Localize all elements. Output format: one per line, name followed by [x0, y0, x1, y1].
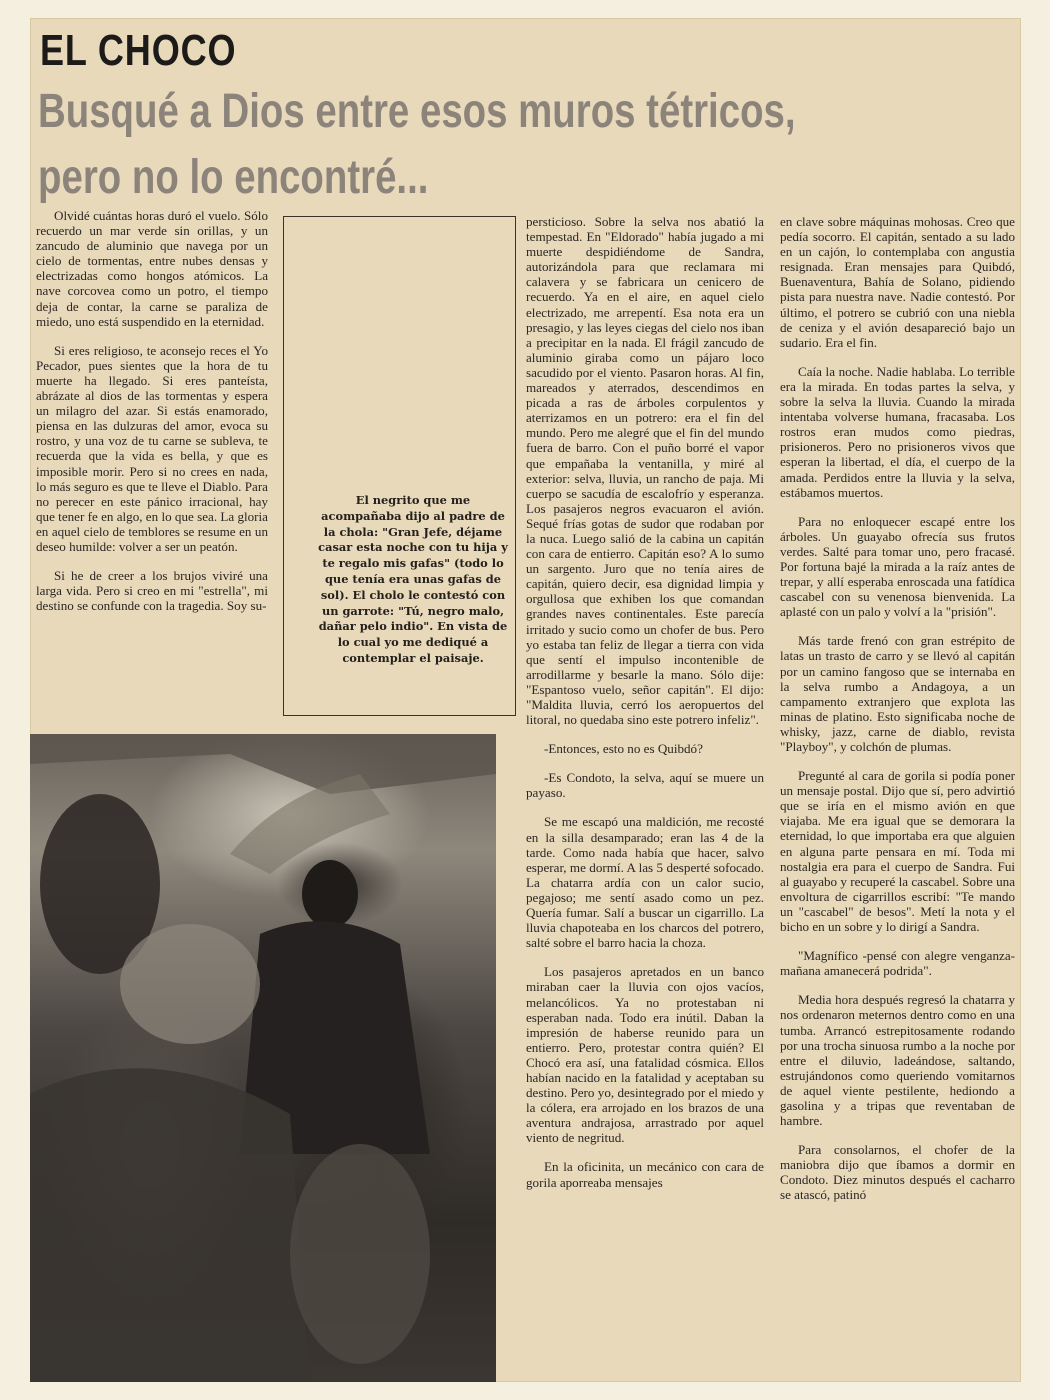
headline-line-2: pero no lo encontré... [38, 151, 429, 204]
column-1 [36, 208, 268, 627]
paragraph: En la oficinita, un mecánico con cara de gorila aporreaba mensajes [526, 1159, 764, 1190]
paragraph: Si he de creer a los brujos viviré una larga vida. Pero si creo en mi "estrella", mi destino se confunde con la tragedia. Soy su- [36, 568, 268, 614]
paragraph: Pregunté al cara de gorila si podía poner un mensaje postal. Dijo que sí, pero advirtió que se iría en el mismo avión en que viajaba. Me era igual que se demorara la eternidad, lo que importaba era que alguien en alguna parte pensara en mí. Toda mi nostalgia era para el cuerpo de Sandra. Fui al guayabo y recuperé la cascabel. Sobre una envoltura de cigarrillos escribí: "Te mando un "cascabel" de besos". Metí la nota y el bicho en un sobre y lo dirigí a Sandra. [780, 768, 1015, 935]
paragraph: Para consolarnos, el chofer de la maniobra dijo que íbamos a dormir en Condoto. Diez minutos después el cacharro se atascó, patinó [780, 1142, 1015, 1203]
column-3 [526, 214, 764, 1204]
paragraph: Se me escapó una maldición, me recosté en la silla desamparado; eran las 4 de la tarde. Como nada había que hacer, salvo esperar, me dormí. A las 5 desperté sofocado. La chatarra ardía con un calor sucio, pegajoso; me sentí asado como un pez. Quería fumar. Salí a buscar un cigarrillo. La lluvia chapoteaba en los charcos del potrero, salté sobre el barro hacia la choza. [526, 814, 764, 951]
callout-text: El negrito que me acompañaba dijo al padre de la chola: "Gran Jefe, déjame casar esta noche con tu hija y te regalo mis gafas" (todo lo que tenía era unas gafas de sol). El cholo le contestó con un garrote: "Tú, negro malo, dañar pelo indio". En vista de lo cual yo me dediqué a contemplar el paisaje. [318, 493, 508, 665]
paragraph: Para no enloquecer escapé entre los árboles. Un guayabo ofrecía sus frutos verdes. Salté para tomar uno, pero fracasé. Por fortuna bajé la mirada a la raíz antes de trepar, y allí esperaba enroscada una fatídica cascabel con su venenosa bienvenida. La aplasté con un palo y volví a la "prisión". [780, 513, 1015, 620]
headline-line-1: Busqué a Dios entre esos muros tétricos, [38, 85, 796, 138]
paragraph: Caía la noche. Nadie hablaba. Lo terrible era la mirada. En todas partes la selva, y sobre la selva la lluvia. Cuando la mirada intentaba volverse humana, fracasaba. Los rostros eran mudos como piedras, prisioneros. Pero no prisioneros vivos que esperan la libertad, el día, el cuerpo de la amada. Perdidos entre la lluvia y la selva, estábamos muertos. [780, 363, 1015, 500]
paragraph: "Magnífico -pensé con alegre venganza- mañana amanecerá podrida". [780, 948, 1015, 979]
paragraph: Olvidé cuántas horas duró el vuelo. Sólo recuerdo un mar verde sin orillas, y un zancudo de aluminio que navega por un cielo de tormentas, entre nubes densas y electrizadas como hongos atómicos. La nave corcovea como un potro, el tiempo deja de contar, la carne se paraliza de miedo, uno está suspendido en la eternidad. [36, 208, 268, 329]
photo-silhouettes [30, 734, 496, 1382]
paragraph: Media hora después regresó la chatarra y nos ordenaron meternos dentro como en una tumba. Arrancó estrepitosamente rodando por una trocha sinuosa rumbo a la noche por entre el diluvio, ladeándose, saltando, estrujándonos como queriendo vomitarnos de aquel viente pestilente, hediondo a gasolina y a tripas que reventaban de hambre. [780, 992, 1015, 1129]
paragraph: Si eres religioso, te aconsejo reces el Yo Pecador, pues sientes que la hora de tu muerte ha llegado. Si eres panteísta, abrázate al dios de las tormentas y espera un milagro del azar. Si estás enamorado, piensa en las dulzuras del amor, evoca su rostro, y una voz de tu carne se subleva, te recuerda que la vida es bella, y que es imposible morir. Pero si no crees en nada, lo más seguro es que te lleve el Diablo. Para no perecer en este pánico irracional, hay que tener fe en algo, en lo que sea. La gloria en aquel cielo de temblores se resume en un deseo humilde: volver a ser un peatón. [36, 342, 268, 554]
paragraph: en clave sobre máquinas mohosas. Creo que pedía socorro. El capitán, sentado a su lado en un cajón, lo contemplaba con angustia resignada. Eran mensajes para Quibdó, Buenaventura, Bahía de Solano, pidiendo pista para nuestra nave. Nadie contestó. Por último, el potrero se cubrió con una niebla de ceniza y el avión desapareció bajo un sudario. Era el fin. [780, 214, 1015, 350]
paragraph: Más tarde frenó con gran estrépito de latas un trasto de carro y se llevó al capitán por un camino fangoso que se internaba en la selva rumbo a Andagoya, a un campamento extranjero que explota las minas de platino. Esto significaba noche de whisky, jazz, carne de diablo, revista "Playboy", y colchón de plumas. [780, 633, 1015, 754]
paragraph: Los pasajeros apretados en un banco miraban caer la lluvia con ojos vacíos, melancólicos. Ya no protestaban ni esperaban nada. Todo era inútil. Daban la impresión de haberse reunido para un entierro. Pero, protestar contra quién? El Chocó era así, una fatalidad cósmica. Ellos habían nacido en la fatalidad y aceptaban su destino. Pero yo, desintegrado por el miedo y la cólera, era arrojado en los brazos de una aventura andrajosa, arrastrado por aquel viento de negritud. [526, 964, 764, 1146]
section-title: EL CHOCO [40, 26, 237, 75]
column-4 [780, 214, 1015, 1217]
paragraph: -Es Condoto, la selva, aquí se muere un payaso. [526, 770, 764, 801]
magazine-page [30, 18, 1021, 1382]
photograph [30, 734, 496, 1382]
paragraph: -Entonces, esto no es Quibdó? [544, 741, 703, 757]
callout-box [283, 216, 516, 716]
paragraph: persticioso. Sobre la selva nos abatió la tempestad. En "Eldorado" había jugado a mi muerte despidiéndome de Sandra, autorizándola para que reclamara mi calavera y se fabricara un cenicero de recuerdo. Ya en el aire, en aquel cielo electrizado, me arrepentí. Esa nota era un presagio, y las leyes ciegas del cielo nos iban a precipitar en la nada. El frágil zancudo de aluminio giraba como un pájaro loco sacudido por el viento. Pasaron horas. Al fin, mareados y aterrados, descendimos en picada a ras de árboles corpulentos y aterrizamos en un potrero: era el fin del mundo. Pero me alegré que el fin del mundo fuera de barro. Con el puño borré el vapor que empañaba la ventanilla, y miré al exterior: selva, lluvia, un rancho de paja. Mi cuerpo se sacudía de escalofrío y esperanza. Los pasajeros negros evacuaron el avión. Sequé frías gotas de sudor que rodaban por la nuca. Luego salió de la cabina un capitán con cara de entierro. Capitán eso? A lo sumo un sargento. Juro que no tenía aires de capitán, quiero decir, esa dignidad limpia y orgullosa que exhiben los que comandan grandes naves continentales. Este parecía irritado y sucio como un chofer de bus. Pero yo estaba tan feliz de llegar a tierra con vida que sentí el impulso incontenible de arrodillarme y besarle la mano. Sólo dije: "Espantoso vuelo, señor capitán". El dijo: "Maldita lluvia, cerró los aeropuertos del litoral, no quedaba sino este potrero infeliz". [526, 214, 764, 728]
